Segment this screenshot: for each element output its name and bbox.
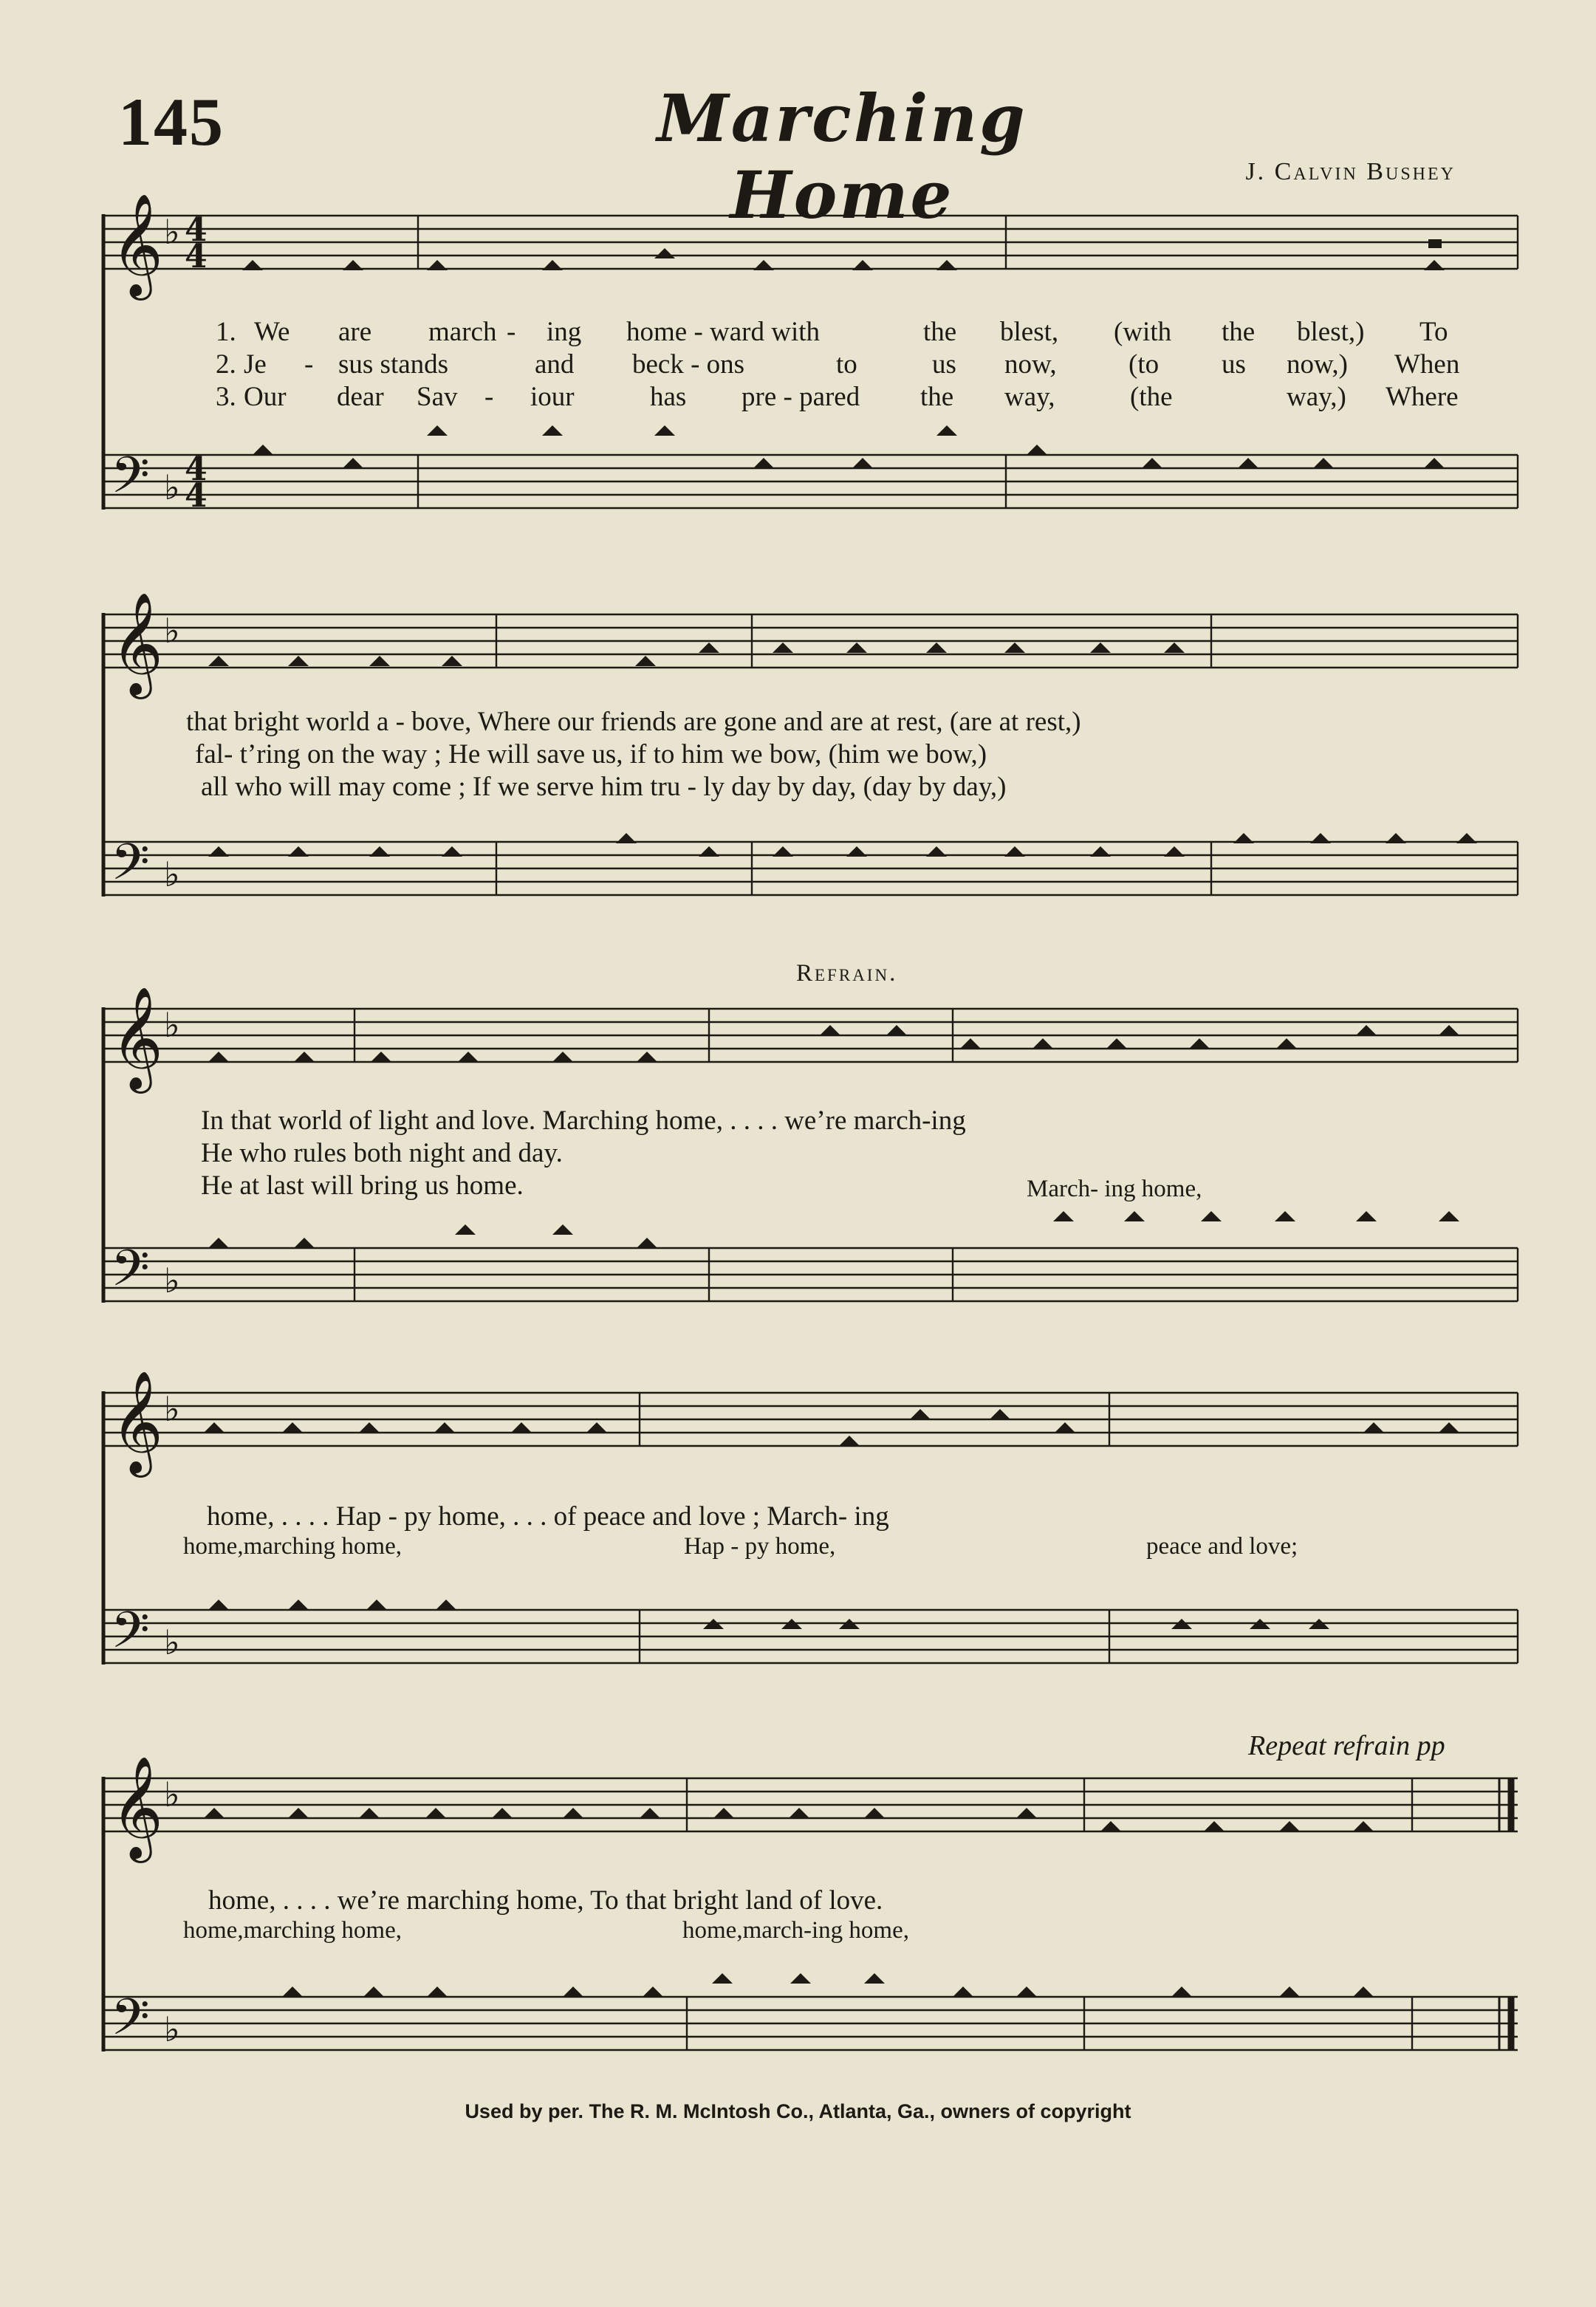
svg-text:♭: ♭ (164, 1005, 180, 1045)
verse-number: 2. (216, 349, 236, 380)
lyric-syllable: the (1222, 317, 1256, 347)
svg-text:♭: ♭ (164, 2009, 180, 2049)
svg-text:𝄞: 𝄞 (111, 1371, 163, 1473)
verse-1-line-3: In that world of light and love. Marching home, . . . . we’re march-ing (201, 1105, 966, 1136)
svg-text:♭: ♭ (164, 854, 180, 894)
bass-clef-icon: 𝄢 (111, 447, 150, 517)
lyric-syllable: - (507, 317, 516, 347)
staff-system1-bass (103, 455, 1518, 508)
bass-refrain-words: home,marching home, (183, 1533, 403, 1560)
lyric-syllable: iour (530, 382, 575, 412)
lyric-syllable: way,) (1287, 382, 1346, 412)
lyric-syllable: dear (337, 382, 384, 412)
svg-text:𝄢: 𝄢 (111, 1602, 150, 1672)
staff-system3-treble (103, 1009, 1518, 1062)
refrain-line-2: home, . . . . Hap - py home, . . . of peace and love ; March- ing (207, 1501, 889, 1532)
staff-system1-treble (103, 216, 1518, 269)
repeat-direction: Repeat refrain pp (1248, 1730, 1445, 1761)
lyric-syllable: march (428, 317, 497, 347)
lyric-syllable: (with (1114, 317, 1172, 347)
lyric-syllable: - (484, 382, 494, 412)
staff-system3-bass (103, 1248, 1518, 1301)
lyric-syllable: We (254, 317, 290, 347)
svg-text:𝄢: 𝄢 (111, 1240, 150, 1310)
lyric-syllable: pre - pared (742, 382, 860, 412)
lyric-syllable: Where (1386, 382, 1459, 412)
copyright-footer: Used by per. The R. M. McIntosh Co., Atlanta, Ga., owners of copyright (465, 2100, 1131, 2122)
lyric-syllable: the (920, 382, 954, 412)
lyric-syllable: Je (244, 349, 267, 380)
svg-text:4: 4 (185, 238, 208, 275)
svg-text:4: 4 (185, 477, 208, 515)
lyric-syllable: When (1394, 349, 1460, 380)
svg-text:♭: ♭ (164, 1775, 180, 1814)
svg-text:4: 4 (185, 450, 208, 488)
bass-refrain-words: home,marching home, (183, 1917, 403, 1944)
staff-system5-treble (103, 1778, 1518, 1831)
svg-text:𝄞: 𝄞 (111, 592, 163, 695)
svg-text:4: 4 (185, 211, 208, 249)
staff-system4-treble (103, 1393, 1518, 1446)
verse-3-line-3: He at last will bring us home. (201, 1170, 524, 1201)
lyric-syllable: To (1419, 317, 1448, 347)
verse-3-line-2: all who will may come ; If we serve him tru - ly day by day, (day by day,) (201, 772, 1007, 802)
lyric-syllable: has (650, 382, 687, 412)
lyric-syllable: blest, (1000, 317, 1059, 347)
lyric-syllable: beck - ons (632, 349, 745, 380)
treble-clef-icon: 𝄞 (111, 193, 163, 296)
lyric-syllable: us (1222, 349, 1246, 380)
lyric-syllable: the (923, 317, 957, 347)
svg-text:𝄞: 𝄞 (111, 987, 163, 1089)
lyric-syllable: (to (1128, 349, 1160, 380)
hymn-number: 145 (118, 84, 225, 160)
svg-text:♭: ♭ (164, 611, 180, 651)
lyric-syllable: blest,) (1297, 317, 1365, 347)
verse-2-line-2: fal- t’ring on the way ; He will save us, if to him we bow, (him we bow,) (195, 739, 987, 769)
hymn-title: Marching Home (657, 80, 1027, 233)
lyric-syllable: way, (1004, 382, 1055, 412)
staff-system2-bass (103, 842, 1518, 895)
verse-number: 1. (216, 317, 236, 347)
refrain-label: Refrain. (796, 960, 898, 987)
lyric-syllable: us (932, 349, 956, 380)
verse-number: 3. (216, 382, 236, 412)
svg-text:𝄞: 𝄞 (111, 1756, 163, 1859)
lyric-syllable: to (836, 349, 857, 380)
lyric-syllable: and (535, 349, 575, 380)
svg-text:♭: ♭ (164, 467, 180, 507)
lyric-syllable: now,) (1287, 349, 1348, 380)
lyric-syllable: (the (1130, 382, 1173, 412)
staff-system5-bass (103, 1997, 1518, 2050)
lyric-syllable: - (304, 349, 314, 380)
staff-system4-bass (103, 1610, 1518, 1663)
verse-1-line-2: that bright world a - bove, Where our friends are gone and are at rest, (are at rest,) (186, 707, 1081, 737)
bass-refrain-words: peace and love; (1146, 1533, 1298, 1560)
bass-refrain-words: March- ing home, (1027, 1176, 1202, 1202)
svg-text:𝄢: 𝄢 (111, 834, 150, 904)
composer-credit: J. Calvin Bushey (1245, 158, 1456, 185)
refrain-line-3: home, . . . . we’re marching home, To that bright land of love. (208, 1885, 883, 1916)
svg-text:♭: ♭ (164, 1261, 180, 1300)
svg-text:𝄢: 𝄢 (111, 1989, 150, 2059)
bass-refrain-words: Hap - py home, (684, 1533, 836, 1560)
staff-system2-treble (103, 614, 1518, 668)
lyric-syllable: now, (1004, 349, 1057, 380)
lyric-syllable: sus stands (338, 349, 449, 380)
lyric-syllable: home - ward with (626, 317, 821, 347)
bass-refrain-words: home,march-ing home, (682, 1917, 909, 1944)
svg-text:♭: ♭ (164, 212, 180, 252)
lyric-syllable: Sav (417, 382, 458, 412)
verse-2-line-3: He who rules both night and day. (201, 1138, 563, 1168)
lyric-syllable: are (338, 317, 372, 347)
lyric-syllable: ing (547, 317, 582, 347)
svg-text:♭: ♭ (164, 1622, 180, 1662)
lyric-syllable: Our (244, 382, 287, 412)
svg-text:♭: ♭ (164, 1389, 180, 1429)
